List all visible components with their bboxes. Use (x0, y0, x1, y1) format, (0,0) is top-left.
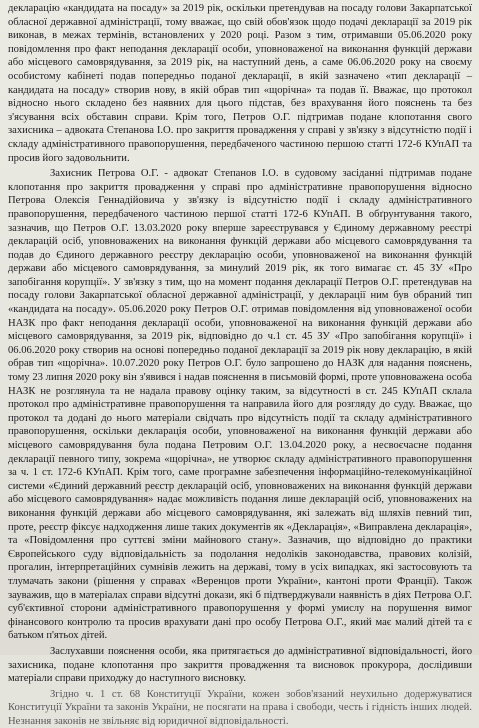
paragraph-constitution: Згідно ч. 1 ст. 68 Конституції України, кожен зобов'язаний неухильно додержуватися Конституції України та законів України, не посягати на права і свободи, честь і гідність інших людей. Незнання законів не звільняє від юридичної відповідальності. (8, 688, 472, 727)
paragraph-defendant-explanation: декларацію «кандидата на посаду» за 2019 рік, оскільки претендував на посаду голови Закарпатської обласної державної адміністрації, тому вважає, що свій обов'язок щодо подачі декларації за 2019 рік виконав, в межах термінів, встановлених у 2020 році. Разом з тим, отримавши 05.06.2020 року повідомлення про факт неподання декларації особи, уповноваженої на виконання функцій держави або місцевого самоврядування, за 2019 рік, на наступний день, а саме 06.06.2020 року на своєму особистому кабінеті подав попередньо поданої декларації, в якій зазначено «тип декларації – кандидата на посаду» створив нову, в якій обрав тип «щорічна» та подав її. Вважає, що протокол відносно нього складено без наявних для цього підстав, без врахування його пояснень та без з'ясування всіх обставин справи. Крім того, Петров О.Г. підтримав подане клопотання свого захисника – адвоката Степанова І.О. про закриття провадження у справі у зв'язку з відсутністю події і складу адміністративного правопорушення, передбаченого частиною першою статті 172-6 КУпАП та просив його задовольнити. (8, 3, 472, 164)
paragraph-court-hearing: Заслухавши пояснення особи, яка притягається до адміністративної відповідальності, його захисника, подане клопотання про закриття провадження та висновок прокурора, дослідивши матеріали справи приходжу до наступного висновку. (8, 645, 472, 685)
paragraph-defense-counsel: Захисник Петрова О.Г. - адвокат Степанов І.О. в судовому засіданні підтримав подане клопотання про закриття провадження у справі про адміністративне правопорушення відносно Петрова Олексія Геннадійовича у зв'язку із відсутністю події і складу адміністративного правопорушення, передбаченого частиною першої статті 172-6 КУпАП. В обґрунтування такого, зазначив, що Петров О.Г. 13.03.2020 року вперше зареєструвався у Єдиному державному реєстрі декларацій осіб, уповноважених на виконання функцій держави або місцевого самоврядування та подав до Єдиного державного реєстру декларацію особи, уповноваженої на виконання функцій держави або місцевого самоврядування, за минулий 2019 рік, як того вимагає ст. 45 ЗУ «Про запобігання корупції». У зв'язку з тим, що на момент подання декларації Петров О.Г. претендував на посаду голови Закарпатської обласної державної адміністрації, у декларації ним був обраний тип «кандидата на посаду». 05.06.2020 року Петров О.Г. отримав повідомлення від уповноваженої особи НАЗК про факт неподання декларації особи, уповноваженої на виконання функцій держави або місцевого самоврядування, за 2019 рік, відповідно до ч.1 ст. 45 ЗУ «Про запобігання корупції» і 06.06.2020 року створив на основі попередньо поданої декларації за 2019 рік нову декларацію, в якій обрав тип «щорічна». 10.07.2020 року Петров О.Г. було запрошено до НАЗК для надання пояснень, тому 23 липня 2020 року він з'явився і надав пояснення в письмовій формі, проте уповноважена особа НАЗК не розглянула та не надала правову оцінку таким, за відсутності в ст. 245 КУпАП склала протокол про адміністративне правопорушення та направила його для розгляду до суду. Вважає, що протокол та додані до нього матеріали свідчать про відсутність події та складу адміністративного правопорушення, оскільки декларація особи, уповноваженої на виконання функцій держави або місцевого самоврядування була подана Петровим О.Г. 13.04.2020 року, а несвоєчасне подання декларації певного типу, зокрема «щорічна», не утворює складу адміністративного правопорушення за ч. 1 ст. 172-6 КУпАП. Крім того, саме програмне забезпечення інформаційно-телекомунікаційної системи «Єдиний державний реєстр декларацій осіб, уповноважених на виконання функцій держави або місцевого самоврядування» надає можливість подання лише декларацій осіб, уповноважених на виконання функцій держави або місцевого самоврядування, які залежать від шляхів певний тип, проте, реєстр фіксує надходження лише таких документів як «Декларація», «Виправлена декларація», та «Повідомлення про суттєві зміни майнового стану». Зазначив, що відповідно до практики Європейського суду відповідальність за подолання недоліків законодавства, правових колізій, прогалин, інтерпретаційних сумнівів лежить на державі, тому в усіх випадках, які застосовують та тлумачать закони (рішення у справах «Веренцов проти України», кантоні проти Франції). Також зауважив, що в матеріалах справи відсутні докази, які б підтверджували наявність в діях Петрова О.Г. суб'єктивної сторони адміністративного правопорушення у формі умислу на порушення вимог фінансового контролю та просив врахувати дані про особу Петрова О.Г., який має малий дітей та є батьком п'ятьох дітей. (8, 168, 472, 642)
